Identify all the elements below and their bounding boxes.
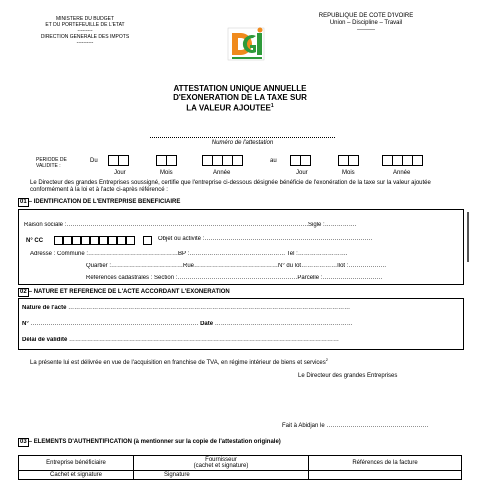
to-day-digit2[interactable]: [300, 155, 311, 166]
date-label: Date: [200, 321, 214, 327]
fait-a-dots: ……………………………………………: [326, 423, 429, 429]
ncc-digit[interactable]: [90, 236, 99, 245]
col-entreprise: Entreprise bénéficiaire: [19, 456, 134, 471]
ncc-digit[interactable]: [108, 236, 117, 245]
fait-a-label: Fait à Abidjan le: [282, 423, 325, 429]
raison-sociale-field[interactable]: Raison sociale :………………………………………………………………………………………………………….Sigle :…………….: [24, 222, 357, 228]
section1-header: [18, 198, 458, 207]
nature-dots: ……………………………………………………………………………………………………………………………: [68, 305, 351, 311]
numero-label: N°: [22, 321, 29, 327]
from-month-label: Mois: [160, 170, 173, 176]
fait-a-field[interactable]: [282, 423, 428, 430]
title-line1: ATTESTATION UNIQUE ANNUELLE: [173, 84, 307, 93]
country-name: REPUBLIQUE DE COTE D'IVOIRE: [318, 13, 414, 19]
delivery-text-body: La présente lui est délivrée en vue de l'acquisition en franchise de TVA, en régime intérieur de biens et services: [30, 360, 326, 366]
period-label: PERIODE DE VALIDITE :: [36, 157, 67, 169]
from-year-digit4[interactable]: [232, 155, 243, 166]
ncc-label: N° CC: [26, 238, 44, 244]
dgi-logo: [226, 24, 266, 64]
ncc-check-digit[interactable]: [143, 236, 152, 245]
col-fournisseur-line1: Fournisseur: [205, 457, 237, 463]
to-month-digit2[interactable]: [348, 155, 359, 166]
section2-title: – NATURE ET REFERENCE DE L'ACTE ACCORDANT L'EXONERATION: [28, 289, 230, 295]
republic-block: [300, 13, 432, 34]
signature-cell[interactable]: Signature: [134, 471, 309, 480]
national-motto: Union – Discipline – Travail: [329, 20, 403, 26]
section3-number: 03: [20, 439, 27, 445]
references-field[interactable]: Références cadastrales : Section :……………………………………………………Parcelle :…………………………: [86, 275, 383, 281]
from-year-label: Année: [213, 170, 231, 176]
separator: ----------: [76, 40, 94, 46]
table-row: [19, 471, 462, 480]
delivery-text: [30, 356, 460, 367]
ncc-digit[interactable]: [72, 236, 81, 245]
to-month-label: Mois: [342, 170, 355, 176]
to-year-label: Année: [393, 170, 411, 176]
delai-field[interactable]: [22, 337, 458, 344]
ncc-digit[interactable]: [63, 236, 72, 245]
from-month-digit2[interactable]: [166, 155, 177, 166]
nature-label: Nature de l'acte: [22, 305, 67, 311]
separator: ---------: [77, 28, 93, 34]
signatory: Le Directeur des grandes Entreprises: [298, 373, 398, 379]
from-day-label: Jour: [114, 170, 126, 176]
period-du: Du: [90, 158, 98, 164]
footnote-mark: 1: [270, 103, 274, 109]
authentication-table: [18, 455, 462, 480]
attestation-number-line[interactable]: [150, 137, 335, 138]
scrollbar-thumb[interactable]: [467, 212, 469, 262]
section2-header: [18, 288, 458, 297]
delai-dots: ………………………………………………………………………………………………………………………: [69, 337, 340, 343]
date-dots: ……………………………………………………………: [214, 321, 353, 327]
numero-date-field[interactable]: [22, 321, 458, 328]
col-references: Références de la facture: [309, 456, 462, 471]
intro-text: Le Directeur des grandes Entreprises soussigné, certifie que l'entreprise ci-dessous désignée bénéficie de l'exonération de la taxe sur la valeur ajoutée conformément à la loi et à l'acte ci-après référencé :: [30, 180, 431, 193]
delai-label: Délai de validité: [22, 337, 68, 343]
ncc-digit[interactable]: [117, 236, 126, 245]
nature-field[interactable]: [22, 305, 458, 312]
title-line3: LA VALEUR AJOUTEE: [186, 103, 271, 113]
ncc-digit[interactable]: [81, 236, 90, 245]
section3-header: [18, 438, 458, 447]
ministry-line1: MINISTERE DU BUDGET: [55, 16, 115, 22]
ncc-digit[interactable]: [54, 236, 63, 245]
references-cell[interactable]: [309, 471, 462, 480]
direction-name: DIRECTION GENERALE DES IMPOTS: [40, 34, 130, 40]
col-fournisseur: [134, 456, 309, 471]
title-line2: D'EXONERATION DE LA TAXE SUR: [173, 93, 307, 102]
objet-field[interactable]: Objet ou activité :…………………………………………………………………………: [158, 236, 373, 242]
ncc-digit[interactable]: [126, 236, 135, 245]
section1-number: 01: [20, 199, 27, 205]
section2-number: 02: [20, 289, 27, 295]
table-header-row: [19, 456, 462, 471]
to-day-label: Jour: [296, 170, 308, 176]
period-au: au: [270, 158, 277, 164]
cachet-signature-cell[interactable]: Cachet et signature: [19, 471, 134, 480]
ministry-line2: ET DU PORTEFEUILLE DE L'ETAT: [45, 22, 125, 28]
numero-dots: …………………………………………………………………………: [30, 321, 199, 327]
section3-title: – ELEMENTS D'AUTHENTIFICATION (à mentionner sur la copie de l'attestation originale): [28, 439, 281, 445]
delivery-footnote-mark: 2: [325, 357, 328, 362]
document-title: [150, 84, 330, 113]
quartier-field[interactable]: Quartier :………………………………Rue……………………………………N° du lot………………Ilot :……………….: [86, 263, 387, 269]
ncc-digit[interactable]: [99, 236, 108, 245]
from-day-digit2[interactable]: [118, 155, 129, 166]
ministry-block: [30, 16, 140, 46]
to-year-digit4[interactable]: [412, 155, 423, 166]
col-fournisseur-line2: (cachet et signature): [193, 463, 249, 469]
section1-title: – IDENTIFICATION DE L'ENTREPRISE BENEFICIAIRE: [28, 199, 181, 205]
attestation-number-label: Numéro de l'attestation: [211, 140, 274, 146]
separator: ---------: [357, 27, 375, 33]
adresse-field[interactable]: Adresse : Commune :………………………………………BP :………………………………………… Tel :…………………….: [30, 251, 348, 257]
section1-frame: [18, 209, 464, 285]
